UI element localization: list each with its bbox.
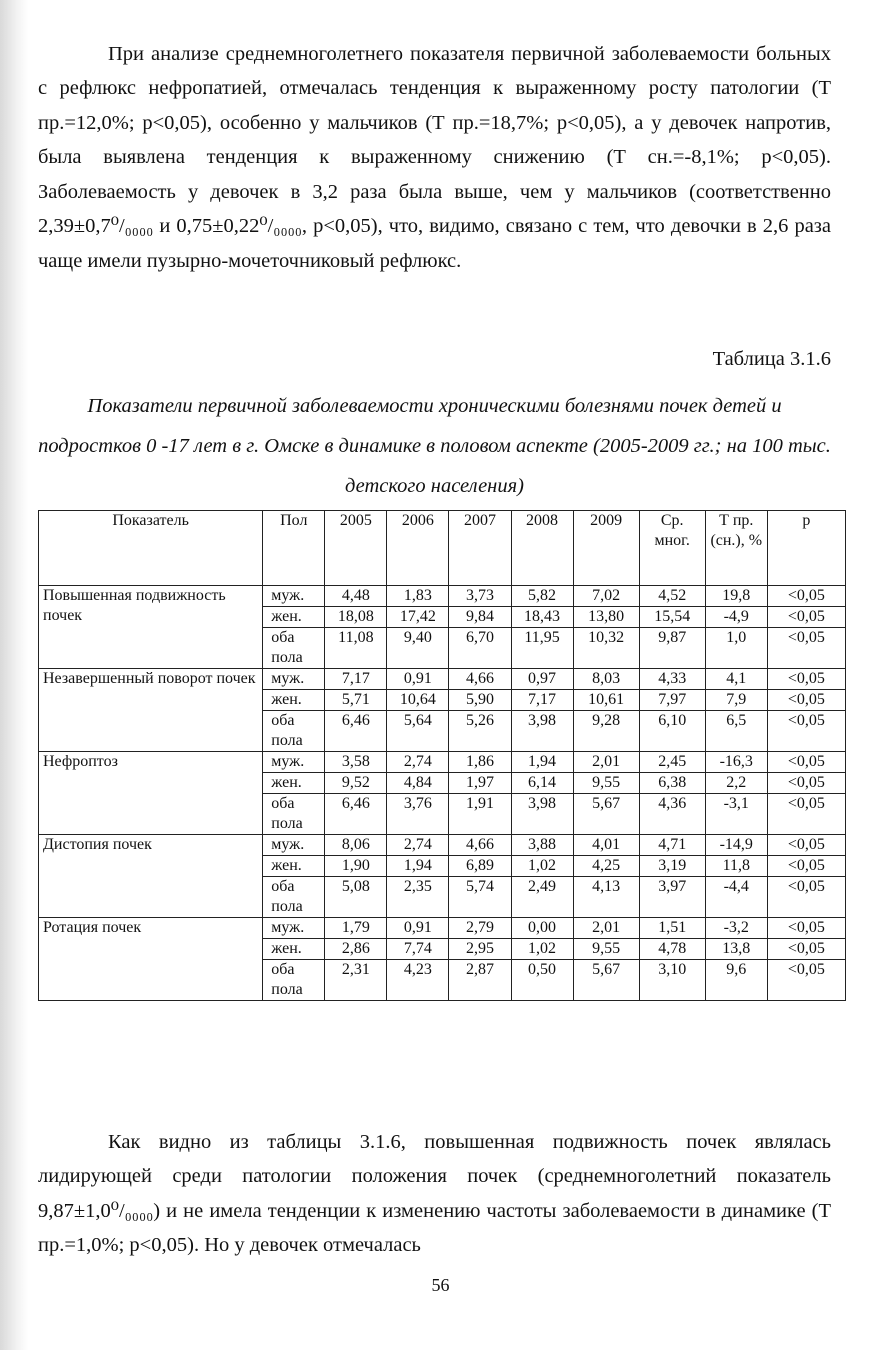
value-cell: 11,08 bbox=[325, 628, 387, 669]
table-row bbox=[39, 752, 846, 773]
value-cell: 4,66 bbox=[449, 835, 511, 856]
table-header-cell: 2005 bbox=[325, 511, 387, 586]
value-cell: 4,33 bbox=[639, 669, 705, 690]
value-cell: 2,87 bbox=[449, 960, 511, 1001]
sex-cell: оба пола bbox=[263, 711, 325, 752]
value-cell: 8,06 bbox=[325, 835, 387, 856]
value-cell: 3,98 bbox=[511, 711, 573, 752]
scan-edge-shadow bbox=[0, 0, 28, 1350]
value-cell: 1,83 bbox=[387, 586, 449, 607]
table-header-cell: Показатель bbox=[39, 511, 263, 586]
value-cell: <0,05 bbox=[767, 586, 845, 607]
value-cell: 2,79 bbox=[449, 918, 511, 939]
value-cell: -4,9 bbox=[705, 607, 767, 628]
value-cell: 6,38 bbox=[639, 773, 705, 794]
value-cell: 1,02 bbox=[511, 856, 573, 877]
value-cell: 9,28 bbox=[573, 711, 639, 752]
value-cell: 1,94 bbox=[387, 856, 449, 877]
indicator-cell: Незавершенный поворот почек bbox=[39, 669, 263, 752]
sex-cell: муж. bbox=[263, 835, 325, 856]
value-cell: -3,1 bbox=[705, 794, 767, 835]
sex-cell: муж. bbox=[263, 752, 325, 773]
table-caption: Показатели первичной заболеваемости хроническими болезнями почек детей и подростков 0 -17 лет в г. Омске в динамике в половом аспекте (2005-2009 гг.; на 100 тыс. детского населения) bbox=[38, 395, 831, 497]
value-cell: 1,90 bbox=[325, 856, 387, 877]
value-cell: 1,0 bbox=[705, 628, 767, 669]
table-header-row bbox=[39, 511, 846, 586]
value-cell: 7,74 bbox=[387, 939, 449, 960]
value-cell: 7,97 bbox=[639, 690, 705, 711]
sex-cell: муж. bbox=[263, 586, 325, 607]
paragraph-2: Как видно из таблицы 3.1.6, повышенная подвижность почек являлась лидирующей среди патологии положения почек (среднемноголетний показатель 9,87±1,0⁰/₀₀₀₀) и не имела тенденции к изменению частоты заболеваемости в динамике (Т пр.=1,0%; р<0,05). Но у девочек отмечалась bbox=[38, 1130, 831, 1257]
value-cell: 2,95 bbox=[449, 939, 511, 960]
sex-cell: жен. bbox=[263, 856, 325, 877]
table-header-cell: Пол bbox=[263, 511, 325, 586]
value-cell: 9,84 bbox=[449, 607, 511, 628]
indicator-cell: Повышенная подвижность почек bbox=[39, 586, 263, 669]
value-cell: 15,54 bbox=[639, 607, 705, 628]
value-cell: 5,90 bbox=[449, 690, 511, 711]
value-cell: 6,89 bbox=[449, 856, 511, 877]
value-cell: 4,13 bbox=[573, 877, 639, 918]
table-header-cell: 2007 bbox=[449, 511, 511, 586]
value-cell: 9,55 bbox=[573, 773, 639, 794]
value-cell: <0,05 bbox=[767, 877, 845, 918]
sex-cell: жен. bbox=[263, 690, 325, 711]
value-cell: <0,05 bbox=[767, 960, 845, 1001]
value-cell: 1,97 bbox=[449, 773, 511, 794]
value-cell: 0,50 bbox=[511, 960, 573, 1001]
sex-cell: оба пола bbox=[263, 794, 325, 835]
table-header-cell: 2008 bbox=[511, 511, 573, 586]
value-cell: 6,70 bbox=[449, 628, 511, 669]
sex-cell: жен. bbox=[263, 773, 325, 794]
value-cell: 4,71 bbox=[639, 835, 705, 856]
value-cell: 7,17 bbox=[511, 690, 573, 711]
value-cell: 2,45 bbox=[639, 752, 705, 773]
value-cell: 2,74 bbox=[387, 752, 449, 773]
value-cell: 4,1 bbox=[705, 669, 767, 690]
value-cell: 2,86 bbox=[325, 939, 387, 960]
value-cell: 5,67 bbox=[573, 960, 639, 1001]
value-cell: <0,05 bbox=[767, 690, 845, 711]
value-cell: 13,80 bbox=[573, 607, 639, 628]
indicator-cell: Дистопия почек bbox=[39, 835, 263, 918]
value-cell: 6,14 bbox=[511, 773, 573, 794]
value-cell: <0,05 bbox=[767, 669, 845, 690]
value-cell: 9,52 bbox=[325, 773, 387, 794]
value-cell: 3,88 bbox=[511, 835, 573, 856]
value-cell: <0,05 bbox=[767, 835, 845, 856]
table-header-cell: Ср. мног. bbox=[639, 511, 705, 586]
value-cell: 8,03 bbox=[573, 669, 639, 690]
value-cell: 9,87 bbox=[639, 628, 705, 669]
table-row bbox=[39, 835, 846, 856]
value-cell: 19,8 bbox=[705, 586, 767, 607]
value-cell: 1,79 bbox=[325, 918, 387, 939]
value-cell: <0,05 bbox=[767, 918, 845, 939]
value-cell: 13,8 bbox=[705, 939, 767, 960]
value-cell: 4,66 bbox=[449, 669, 511, 690]
table-row bbox=[39, 669, 846, 690]
value-cell: 6,5 bbox=[705, 711, 767, 752]
value-cell: 9,40 bbox=[387, 628, 449, 669]
table-body bbox=[39, 586, 846, 1001]
value-cell: 3,76 bbox=[387, 794, 449, 835]
value-cell: 3,19 bbox=[639, 856, 705, 877]
value-cell: 1,86 bbox=[449, 752, 511, 773]
value-cell: <0,05 bbox=[767, 752, 845, 773]
value-cell: <0,05 bbox=[767, 856, 845, 877]
value-cell: 5,74 bbox=[449, 877, 511, 918]
sex-cell: муж. bbox=[263, 918, 325, 939]
value-cell: 3,98 bbox=[511, 794, 573, 835]
sex-cell: муж. bbox=[263, 669, 325, 690]
sex-cell: жен. bbox=[263, 939, 325, 960]
value-cell: 18,08 bbox=[325, 607, 387, 628]
value-cell: 1,51 bbox=[639, 918, 705, 939]
paragraph-1: При анализе среднемноголетнего показателя первичной заболеваемости больных с рефлюкс нефропатией, отмечалась тенденция к выраженному росту патологии (Т пр.=12,0%; р<0,05), особенно у мальчиков (Т пр.=18,7%; р<0,05), а у девочек напротив, была выявлена тенденция к выраженному снижению (Т сн.=-8,1%; р<0,05). Заболеваемость у девочек в 3,2 раза была выше, чем у мальчиков (соответственно 2,39±0,7⁰/₀₀₀₀ и 0,75±0,22⁰/₀₀₀₀, р<0,05), что, видимо, связано с тем, что девочки в 2,6 раза чаще имели пузырно-мочеточниковый рефлюкс. bbox=[38, 42, 831, 273]
value-cell: 1,94 bbox=[511, 752, 573, 773]
value-cell: 3,10 bbox=[639, 960, 705, 1001]
value-cell: 5,67 bbox=[573, 794, 639, 835]
table-number: Таблица 3.1.6 bbox=[712, 348, 831, 370]
table-row bbox=[39, 586, 846, 607]
value-cell: 2,2 bbox=[705, 773, 767, 794]
value-cell: 7,02 bbox=[573, 586, 639, 607]
page-number: 56 bbox=[431, 1275, 450, 1295]
value-cell: 17,42 bbox=[387, 607, 449, 628]
value-cell: 6,46 bbox=[325, 711, 387, 752]
value-cell: 5,64 bbox=[387, 711, 449, 752]
sex-cell: оба пола bbox=[263, 628, 325, 669]
value-cell: 7,17 bbox=[325, 669, 387, 690]
value-cell: 1,02 bbox=[511, 939, 573, 960]
value-cell: 1,91 bbox=[449, 794, 511, 835]
value-cell: 2,01 bbox=[573, 918, 639, 939]
value-cell: 2,49 bbox=[511, 877, 573, 918]
value-cell: 7,9 bbox=[705, 690, 767, 711]
indicator-cell: Ротация почек bbox=[39, 918, 263, 1001]
value-cell: 0,97 bbox=[511, 669, 573, 690]
value-cell: 3,58 bbox=[325, 752, 387, 773]
value-cell: 0,91 bbox=[387, 918, 449, 939]
value-cell: 4,48 bbox=[325, 586, 387, 607]
value-cell: 3,97 bbox=[639, 877, 705, 918]
value-cell: <0,05 bbox=[767, 939, 845, 960]
value-cell: -14,9 bbox=[705, 835, 767, 856]
value-cell: 10,64 bbox=[387, 690, 449, 711]
value-cell: <0,05 bbox=[767, 607, 845, 628]
table-header-cell: 2006 bbox=[387, 511, 449, 586]
value-cell: 5,71 bbox=[325, 690, 387, 711]
value-cell: 4,52 bbox=[639, 586, 705, 607]
value-cell: 11,8 bbox=[705, 856, 767, 877]
indicator-cell: Нефроптоз bbox=[39, 752, 263, 835]
table-header-cell: р bbox=[767, 511, 845, 586]
value-cell: 5,08 bbox=[325, 877, 387, 918]
sex-cell: жен. bbox=[263, 607, 325, 628]
value-cell: 6,46 bbox=[325, 794, 387, 835]
value-cell: 10,32 bbox=[573, 628, 639, 669]
value-cell: 2,35 bbox=[387, 877, 449, 918]
value-cell: 9,6 bbox=[705, 960, 767, 1001]
value-cell: 3,73 bbox=[449, 586, 511, 607]
table-row bbox=[39, 918, 846, 939]
value-cell: 2,74 bbox=[387, 835, 449, 856]
value-cell: 5,82 bbox=[511, 586, 573, 607]
value-cell: 4,78 bbox=[639, 939, 705, 960]
value-cell: 4,01 bbox=[573, 835, 639, 856]
value-cell: 10,61 bbox=[573, 690, 639, 711]
value-cell: 2,01 bbox=[573, 752, 639, 773]
value-cell: <0,05 bbox=[767, 711, 845, 752]
value-cell: 4,36 bbox=[639, 794, 705, 835]
value-cell: 4,23 bbox=[387, 960, 449, 1001]
value-cell: -4,4 bbox=[705, 877, 767, 918]
table-header-cell: Т пр. (сн.), % bbox=[705, 511, 767, 586]
value-cell: 0,91 bbox=[387, 669, 449, 690]
sex-cell: оба пола bbox=[263, 877, 325, 918]
value-cell: 2,31 bbox=[325, 960, 387, 1001]
value-cell: -16,3 bbox=[705, 752, 767, 773]
value-cell: 4,25 bbox=[573, 856, 639, 877]
value-cell: 18,43 bbox=[511, 607, 573, 628]
value-cell: <0,05 bbox=[767, 628, 845, 669]
value-cell: 5,26 bbox=[449, 711, 511, 752]
value-cell: 6,10 bbox=[639, 711, 705, 752]
table-header-cell: 2009 bbox=[573, 511, 639, 586]
sex-cell: оба пола bbox=[263, 960, 325, 1001]
value-cell: 9,55 bbox=[573, 939, 639, 960]
value-cell: 11,95 bbox=[511, 628, 573, 669]
value-cell: 4,84 bbox=[387, 773, 449, 794]
value-cell: 0,00 bbox=[511, 918, 573, 939]
value-cell: <0,05 bbox=[767, 773, 845, 794]
value-cell: <0,05 bbox=[767, 794, 845, 835]
data-table bbox=[38, 510, 846, 1001]
value-cell: -3,2 bbox=[705, 918, 767, 939]
